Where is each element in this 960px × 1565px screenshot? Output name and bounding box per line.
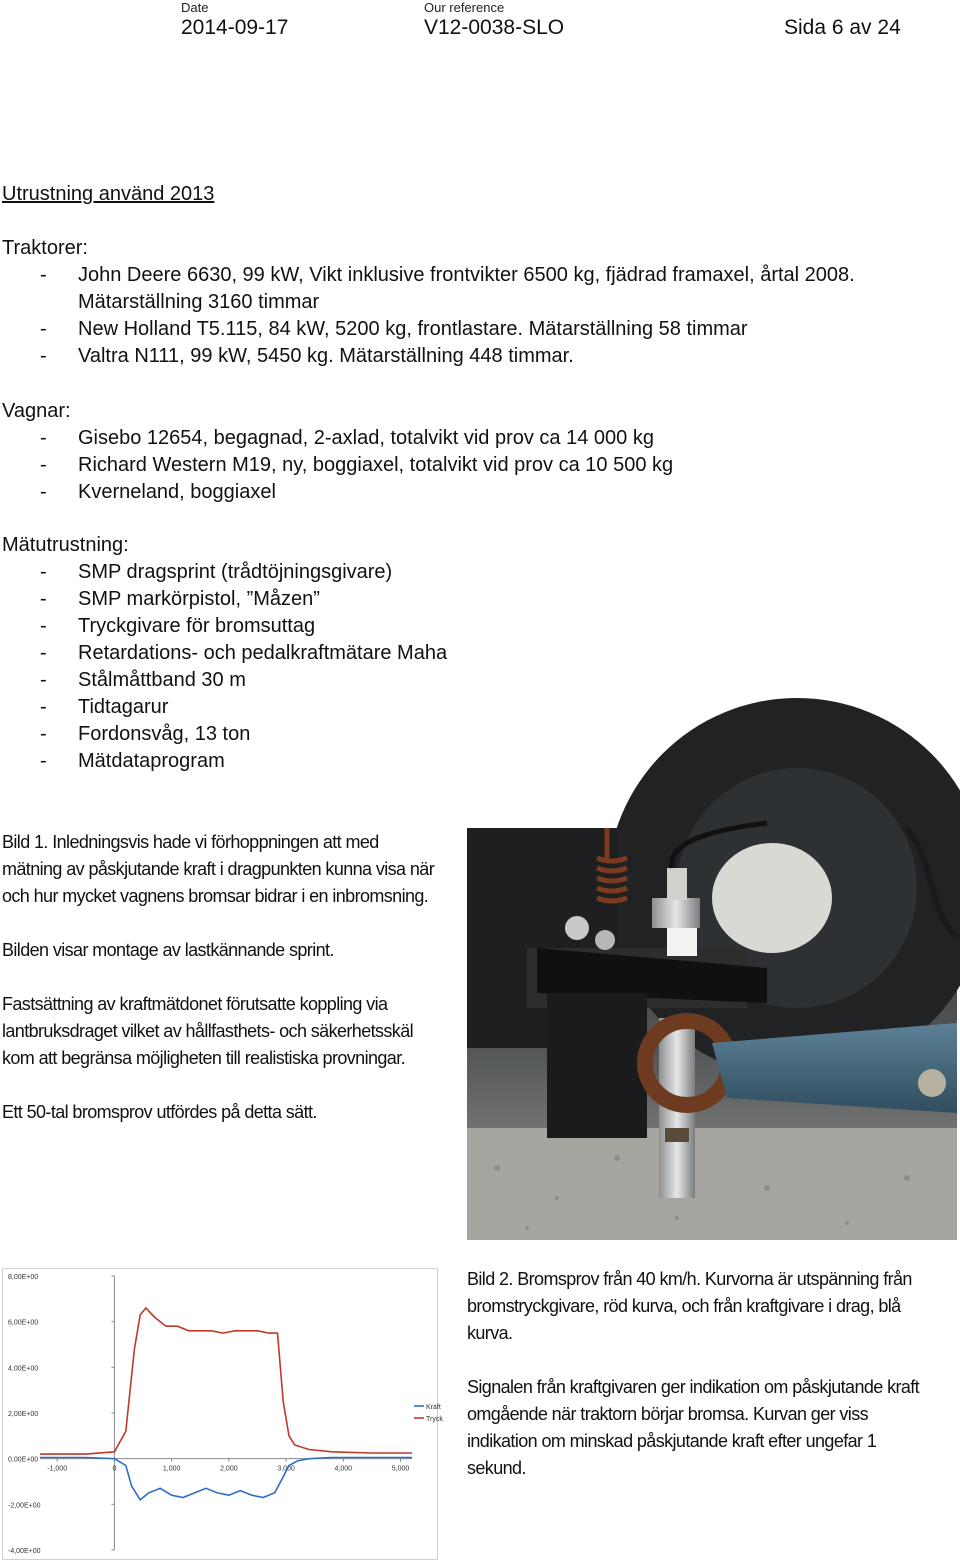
wagons-list bbox=[2, 425, 937, 506]
page-number: Sida 6 av 24 bbox=[784, 16, 901, 39]
list-item: - SMP markörpistol, ”Måzen” bbox=[2, 586, 937, 613]
list-item: - Richard Western M19, ny, boggiaxel, totalvikt vid prov ca 10 500 kg bbox=[2, 452, 937, 479]
tractors-section bbox=[2, 235, 937, 370]
legend-label-tryck: Tryck bbox=[426, 1416, 443, 1423]
x-tick-label: 2,000 bbox=[220, 1465, 238, 1473]
y-tick-label: 0,00E+00 bbox=[8, 1456, 39, 1464]
figure2-paragraph: Signalen från kraftgivaren ger indikation om påskjutande kraft omgående när traktorn börjar bromsa. Kurvan ger viss indikation om minskad påskjutande kraft efter ungefar 1 sekund. bbox=[467, 1377, 920, 1478]
x-tick-label: 3,000 bbox=[277, 1465, 295, 1473]
reference-label: Our reference bbox=[424, 0, 505, 15]
list-item: - Mätdataprogram bbox=[2, 748, 937, 775]
date-value: 2014-09-17 bbox=[181, 16, 289, 39]
list-item: - Kverneland, boggiaxel bbox=[2, 479, 937, 506]
section-title: Utrustning använd 2013 bbox=[2, 183, 215, 205]
figure1-paragraph: Fastsättning av kraftmätdonet förutsatte koppling via lantbruksdraget vilket av hållfasthets- och säkerhetsskäl kom att begränsa möjligheten till realistiska provningar. bbox=[2, 994, 414, 1068]
y-tick-label: -4,00E+00 bbox=[8, 1548, 41, 1555]
x-tick-label: 0 bbox=[112, 1465, 117, 1473]
tractors-heading: Traktorer: bbox=[2, 237, 88, 259]
figure1-caption bbox=[2, 829, 442, 1153]
y-tick-label: 8,00E+00 bbox=[8, 1274, 39, 1281]
y-tick-label: 6,00E+00 bbox=[8, 1319, 39, 1327]
list-item: - SMP dragsprint (trådtöjningsgivare) bbox=[2, 559, 937, 586]
list-item: - New Holland T5.115, 84 kW, 5200 kg, frontlastare. Mätarställning 58 timmar bbox=[2, 316, 937, 343]
x-tick-label: -1,000 bbox=[47, 1465, 68, 1473]
wagons-section bbox=[2, 398, 937, 506]
tractors-list bbox=[2, 262, 937, 370]
list-item: - Tidtagarur bbox=[2, 694, 937, 721]
y-tick-label: -2,00E+00 bbox=[8, 1502, 41, 1510]
brake-test-chart-svg bbox=[2, 1268, 443, 1560]
figure1-paragraph: Ett 50-tal bromsprov utfördes på detta sätt. bbox=[2, 1102, 317, 1122]
date-label: Date bbox=[181, 0, 209, 15]
figure2-caption bbox=[467, 1266, 937, 1509]
reference-value: V12-0038-SLO bbox=[424, 16, 565, 39]
brake-test-chart bbox=[2, 1268, 443, 1560]
list-item: - John Deere 6630, 99 kW, Vikt inklusive frontvikter 6500 kg, fjädrad framaxel, årtal 2008. Mätarställning 3160 timmar bbox=[2, 262, 937, 316]
hitch-photo-image bbox=[467, 828, 957, 1240]
x-tick-label: 4,000 bbox=[334, 1465, 353, 1473]
list-item: - Retardations- och pedalkraftmätare Maha bbox=[2, 640, 937, 667]
figure1-paragraph: Bild 1. Inledningsvis hade vi förhoppningen att med mätning av påskjutande kraft i dragpunkten kunna visa när och hur mycket vagnens bromsar bidrar i en inbromsning. bbox=[2, 832, 435, 906]
list-item: - Fordonsvåg, 13 ton bbox=[2, 721, 937, 748]
figure1-paragraph: Bilden visar montage av lastkännande sprint. bbox=[2, 940, 334, 960]
y-tick-label: 4,00E+00 bbox=[8, 1365, 39, 1373]
wagons-heading: Vagnar: bbox=[2, 400, 71, 422]
x-tick-label: 5,000 bbox=[391, 1465, 410, 1473]
figure2-paragraph: Bild 2. Bromsprov från 40 km/h. Kurvorna är utspänning från bromstryckgivare, röd kurva, och från kraftgivare i drag, blå kurva. bbox=[467, 1269, 912, 1343]
list-item: - Valtra N111, 99 kW, 5450 kg. Mätarställning 448 timmar. bbox=[2, 343, 937, 370]
measurement-heading: Mätutrustning: bbox=[2, 534, 129, 556]
y-tick-label: 2,00E+00 bbox=[8, 1411, 39, 1418]
list-item: - Tryckgivare för bromsuttag bbox=[2, 613, 937, 640]
legend-label-kraft: Kraft bbox=[426, 1404, 441, 1411]
list-item: - Gisebo 12654, begagnad, 2-axlad, totalvikt vid prov ca 14 000 kg bbox=[2, 425, 937, 452]
x-tick-label: 1,000 bbox=[162, 1465, 181, 1473]
list-item: - Stålmåttband 30 m bbox=[2, 667, 937, 694]
hitch-photo bbox=[467, 828, 957, 1240]
